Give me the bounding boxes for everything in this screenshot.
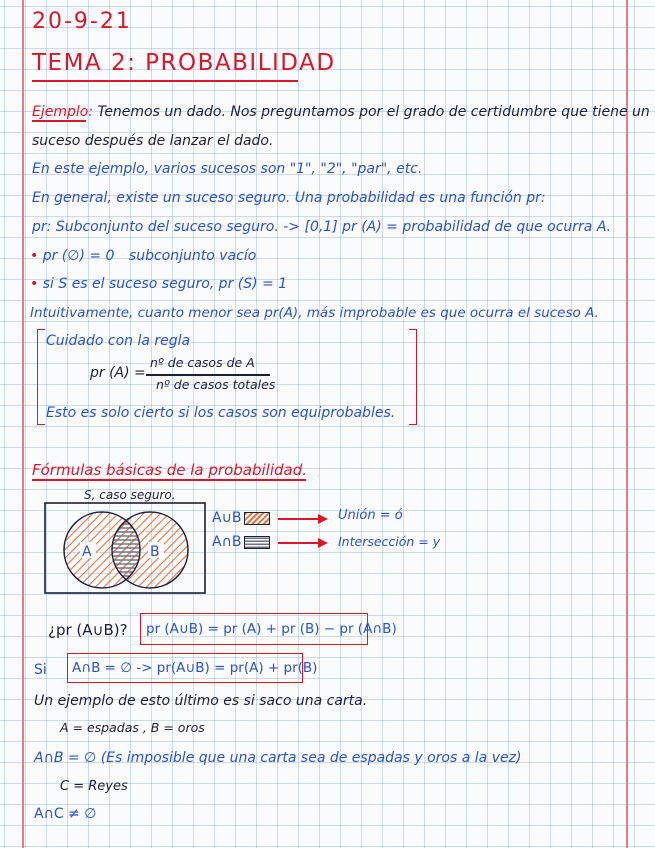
sucesos-line: En este ejemplo, varios sucesos son "1", "2", "par", etc. bbox=[32, 161, 423, 177]
title-underline bbox=[32, 80, 298, 82]
rule-numerator: nº de casos de A bbox=[150, 355, 255, 370]
bullet-formula: si S es el suceso seguro, pr (S) = 1 bbox=[42, 276, 288, 292]
disjoint-formula: A∩B = ∅ -> pr(A∪B) = pr(A) + pr(B) bbox=[72, 660, 318, 676]
margin-line-right bbox=[626, 0, 628, 848]
union-swatch bbox=[244, 512, 270, 525]
bullet-sure-event bbox=[30, 275, 287, 293]
example-line-2: suceso después de lanzar el dado. bbox=[32, 133, 274, 149]
union-arrow-line bbox=[278, 518, 322, 520]
bullet-icon: • bbox=[30, 248, 39, 264]
section-heading: Fórmulas básicas de la probabilidad. bbox=[32, 461, 308, 479]
cards-kings: C = Reyes bbox=[60, 779, 128, 794]
union-meaning: Unión = ó bbox=[338, 508, 403, 523]
rule-lhs: pr (A) = bbox=[90, 365, 146, 381]
page-title: TEMA 2: PROBABILIDAD bbox=[32, 50, 336, 76]
bullet-note: subconjunto vacío bbox=[128, 248, 257, 264]
union-arrow-head bbox=[318, 514, 328, 524]
example-label: Ejemplo: bbox=[32, 104, 94, 120]
union-formula: pr (A∪B) = pr (A) + pr (B) − pr (A∩B) bbox=[146, 621, 397, 637]
margin-line-left bbox=[22, 0, 24, 848]
cards-not-empty: A∩C ≠ ∅ bbox=[34, 806, 97, 822]
cards-disjoint: A∩B = ∅ (Es imposible que una carta sea de espadas y oros a la vez) bbox=[34, 750, 522, 766]
definition-text: pr: Subconjunto del suceso seguro. -> [0,1] bbox=[32, 219, 338, 235]
intuition-line: Intuitivamente, cuanto menor sea pr(A), más improbable es que ocurra el suceso A. bbox=[30, 305, 599, 321]
intersection-symbol: A∩B bbox=[212, 534, 242, 550]
rule-note: Esto es solo cierto si los casos son equiprobables. bbox=[46, 405, 396, 421]
rule-denominator: nº de casos totales bbox=[156, 377, 276, 392]
example-label-underline bbox=[32, 120, 86, 122]
venn-caption: S, caso seguro. bbox=[84, 488, 176, 502]
general-line: En general, existe un suceso seguro. Una probabilidad es una función pr: bbox=[32, 190, 546, 206]
union-question: ¿pr (A∪B)? bbox=[48, 621, 128, 639]
set-b-label: B bbox=[150, 544, 160, 560]
rule-heading: Cuidado con la regla bbox=[46, 333, 191, 349]
set-a-label: A bbox=[82, 544, 92, 560]
cards-intro: Un ejemplo de esto último es si saco una carta. bbox=[34, 693, 368, 709]
intersection-swatch bbox=[244, 536, 270, 549]
intersection-arrow-head bbox=[318, 538, 328, 548]
example-line-1 bbox=[32, 103, 650, 121]
bullet-empty-set bbox=[30, 247, 256, 265]
definition-line bbox=[32, 218, 611, 236]
example-text-1: Tenemos un dado. Nos preguntamos por el grado de certidumbre que tiene un bbox=[97, 104, 650, 120]
union-symbol: A∪B bbox=[212, 510, 242, 526]
intersection-meaning: Intersección = y bbox=[338, 534, 441, 549]
venn-diagram bbox=[44, 502, 206, 594]
page-date: 20-9-21 bbox=[32, 9, 132, 34]
bullet-icon: • bbox=[30, 276, 39, 292]
cards-sets: A = espadas , B = oros bbox=[60, 720, 205, 735]
intersection-arrow-line bbox=[278, 542, 322, 544]
section-heading-underline bbox=[32, 479, 306, 481]
definition-meaning: pr (A) = probabilidad de que ocurra A. bbox=[342, 219, 612, 235]
disjoint-if: Si bbox=[34, 662, 47, 678]
rule-bracket-right bbox=[409, 329, 417, 425]
rule-bracket-left bbox=[37, 329, 45, 425]
bullet-formula: pr (∅) = 0 bbox=[42, 248, 115, 264]
